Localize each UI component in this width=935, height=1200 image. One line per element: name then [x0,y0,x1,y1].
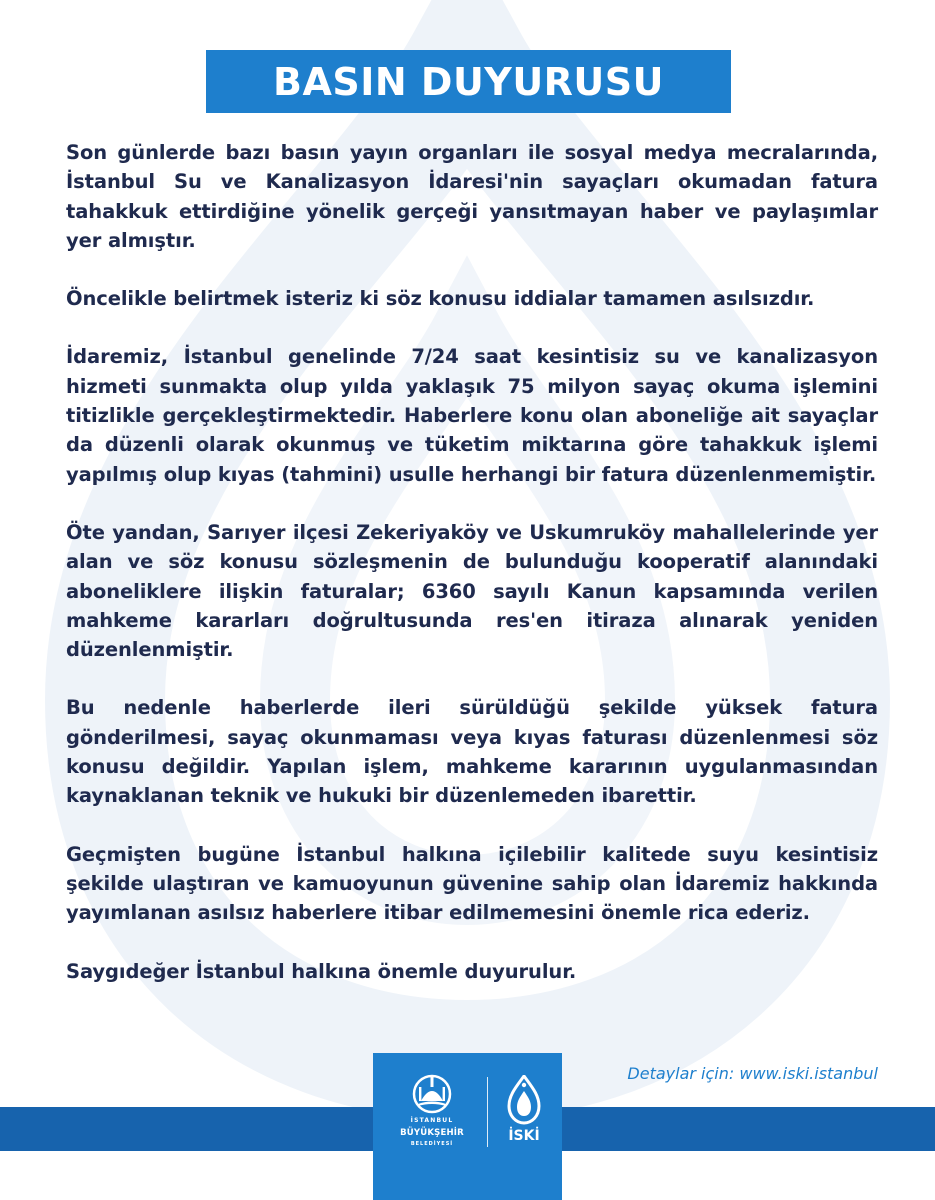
iski-logo [506,1075,542,1165]
paragraph-3: İdaremiz, İstanbul genelinde 7/24 saat kesintisiz su ve kanalizasyon hizmeti sunmakta olup yılda yaklaşık 75 milyon sayaç okuma işlemini titizlikle gerçekleştirmektedir. Haberlere konu olan aboneliğe ait sayaçlar da düzenli olarak okunmuş ve tüketim miktarına göre tahakkuk işlemi yapılmış olup kıyas (tahmini) usulle herhangi bir fatura düzenlenmemiştir. [66,345,878,486]
paragraph-2: Öncelikle belirtmek isteriz ki söz konusu iddialar tamamen asılsızdır. [66,287,815,311]
logo-panel [373,1053,562,1200]
iski-logo-label: İSKİ [508,1128,540,1144]
iski-drop-icon [506,1075,542,1125]
logo-divider [487,1077,488,1147]
ibb-logo-line1: İSTANBUL [410,1117,454,1124]
paragraph-4: Öte yandan, Sarıyer ilçesi Zekeriyaköy ve Uskumruköy mahallelerinde yer alan ve söz konusu sözleşmenin de bulunduğu kooperatif alanındaki aboneliklere ilişkin faturalar; 6360 sayılı Kanun kapsamında verilen mahkeme kararları doğrultusunda res'en itiraza alınarak yeniden düzenlenmiştir. [66,520,878,662]
ibb-logo-line3: BELEDİYESİ [410,1141,454,1147]
announcement-body [66,138,878,1015]
ibb-logo [396,1073,468,1185]
paragraph-5: Bu nedenle haberlerde ileri sürüldüğü şekilde yüksek fatura gönderilmesi, sayaç okunmaması veya kıyas faturası düzenlenmesi söz konusu değildir. Yapılan işlem, mahkeme kararının uygulanmasından kaynaklanan teknik ve hukuki bir düzenlemeden ibarettir. [66,696,878,808]
ibb-logo-line2: BÜYÜKŞEHİR [400,1128,464,1138]
paragraph-6: Geçmişten bugüne İstanbul halkına içilebilir kalitede suyu kesintisiz şekilde ulaştıran ve kamuoyunun güvenine sahip olan İdaremiz hakkında yayımlanan asılsız haberlere itibar edilmemesini önemle rica ederiz. [66,842,878,925]
ibb-emblem-icon [412,1073,452,1115]
paragraph-7: Saygıdeğer İstanbul halkına önemle duyurulur. [66,959,577,983]
details-link[interactable]: Detaylar için: www.iski.istanbul [627,1064,878,1083]
paragraph-1: Son günlerde bazı basın yayın organları ile sosyal medya mecralarında, İstanbul Su ve Kanalizasyon İdaresi'nin sayaçları okumadan fatura tahakkuk ettirdiğine yönelik gerçeği yansıtmayan haber ve paylaşımlar yer almıştır. [66,141,878,252]
page-title: BASIN DUYURUSU [272,59,665,104]
title-banner [206,50,731,113]
